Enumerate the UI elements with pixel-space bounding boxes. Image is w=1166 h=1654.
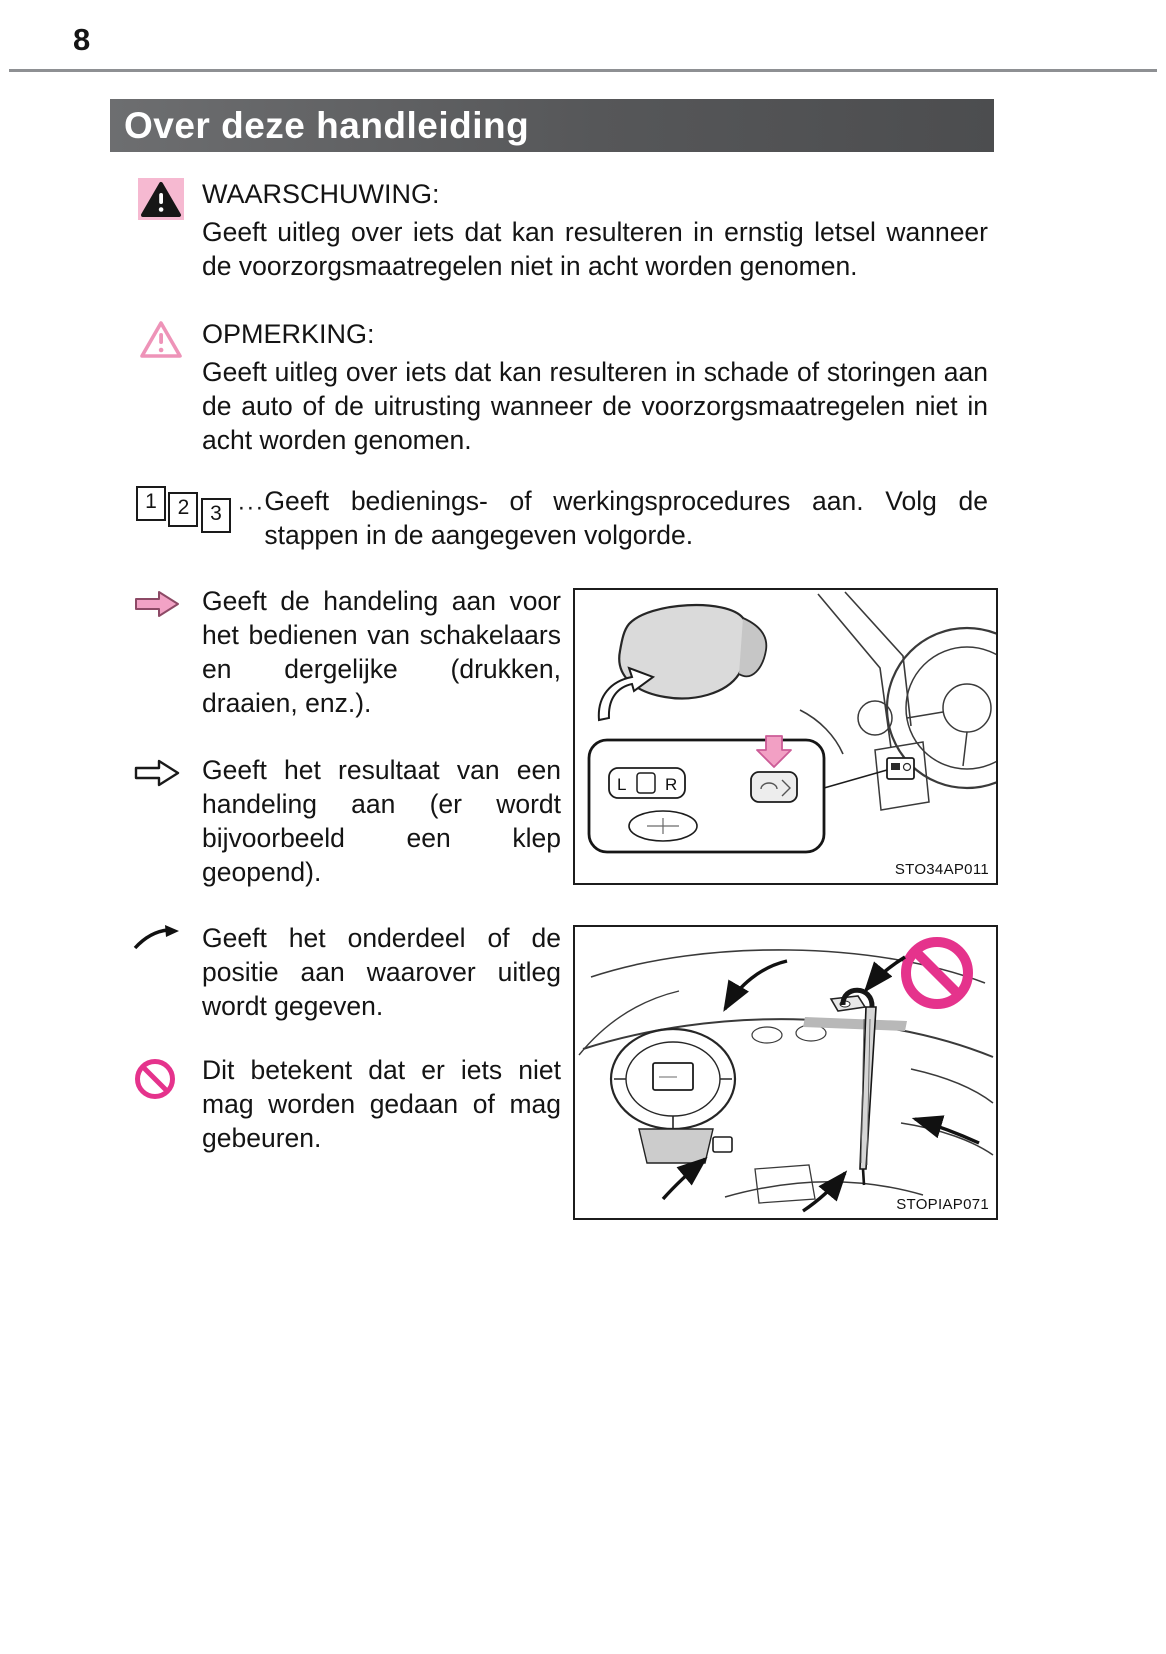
top-divider: [9, 69, 1157, 72]
notice-section: [138, 317, 988, 457]
pink-action-arrow-icon: [133, 584, 202, 625]
warning-icon: [138, 177, 202, 225]
page-title: Over deze handleiding: [124, 104, 530, 146]
steps-section: [136, 484, 988, 552]
legend-item-pointer: [133, 921, 561, 1023]
warning-section: [138, 177, 988, 283]
legend-prohibition-text: Dit betekent dat er iets niet mag worden gedaan of mag gebeuren.: [202, 1055, 561, 1153]
notice-triangle-icon: [138, 318, 184, 360]
mirror-switch-left-label: L: [617, 775, 627, 794]
mirror-switch-illustration: [575, 590, 996, 883]
warning-heading: WAARSCHUWING:: [202, 179, 440, 209]
mirror-switch-right-label: R: [665, 775, 678, 794]
figure-mirror-switch: [573, 588, 998, 885]
steering-column: [639, 1129, 732, 1163]
black-pointer-arrow-icon: [133, 921, 202, 958]
legend-result-text: Geeft het resultaat van een handeling aan (er wordt bijvoorbeeld een klep geopend).: [202, 755, 561, 887]
pointer-arrow-glyph: [133, 925, 181, 953]
dash-tray: [803, 1017, 907, 1031]
cabin-lines: [579, 950, 993, 1203]
step-box-2: 2: [168, 492, 198, 527]
dash-key-item: [831, 996, 865, 1011]
notice-text: [202, 317, 988, 457]
notice-body: Geeft uitleg over iets dat kan resulteren in schade of storingen aan de auto of de uitrusting wanneer de voorzorgsmaatregelen niet in acht worden genomen.: [202, 357, 988, 455]
legend-item-action: [133, 584, 561, 720]
step-boxes-icon: [136, 484, 265, 525]
notice-heading: OPMERKING:: [202, 319, 375, 349]
steps-body: Geeft bedienings- of werkingsprocedures aan. Volg de stappen in de aangegeven volgorde.: [264, 486, 988, 550]
warning-triangle-icon: [138, 178, 184, 220]
figure-1-caption: STO34AP011: [891, 861, 989, 878]
step-box-1: 1: [136, 486, 166, 521]
figure-2-caption: STOPIAP071: [892, 1196, 989, 1213]
pointer-arrows: [663, 957, 979, 1211]
white-arrow-glyph: [133, 757, 181, 789]
legend-pointer-text: Geeft het onderdeel of de positie aan waarover uitleg wordt gegeven.: [202, 923, 561, 1021]
dashboard-illustration: [575, 927, 996, 1218]
prohibition-glyph: [133, 1057, 177, 1101]
step-box-3: 3: [201, 498, 231, 533]
legend-action-text: Geeft de handeling aan voor het bedienen van schakelaars en dergelijke (drukken, draaien, enz.).: [202, 586, 561, 718]
prohibition-symbol: [906, 942, 968, 1004]
mirror-switch-callout: [589, 740, 824, 852]
warning-text: [202, 177, 988, 283]
white-result-arrow-icon: [133, 753, 202, 794]
pink-arrow-glyph: [133, 588, 181, 620]
section-title-bar: [110, 99, 994, 152]
step-ellipsis: ···: [237, 494, 265, 521]
warning-body: Geeft uitleg over iets dat kan resulteren in ernstig letsel wanneer de voorzorgsmaatregelen niet in acht worden genomen.: [202, 217, 988, 281]
page-number: 8: [73, 22, 91, 57]
figure-dashboard-prohibition: [573, 925, 998, 1220]
dash-switch-panel: [875, 742, 929, 810]
legend-item-prohibition: [133, 1053, 561, 1155]
legend-item-result: [133, 753, 561, 889]
prohibition-icon: [133, 1053, 202, 1106]
notice-icon: [138, 317, 202, 365]
